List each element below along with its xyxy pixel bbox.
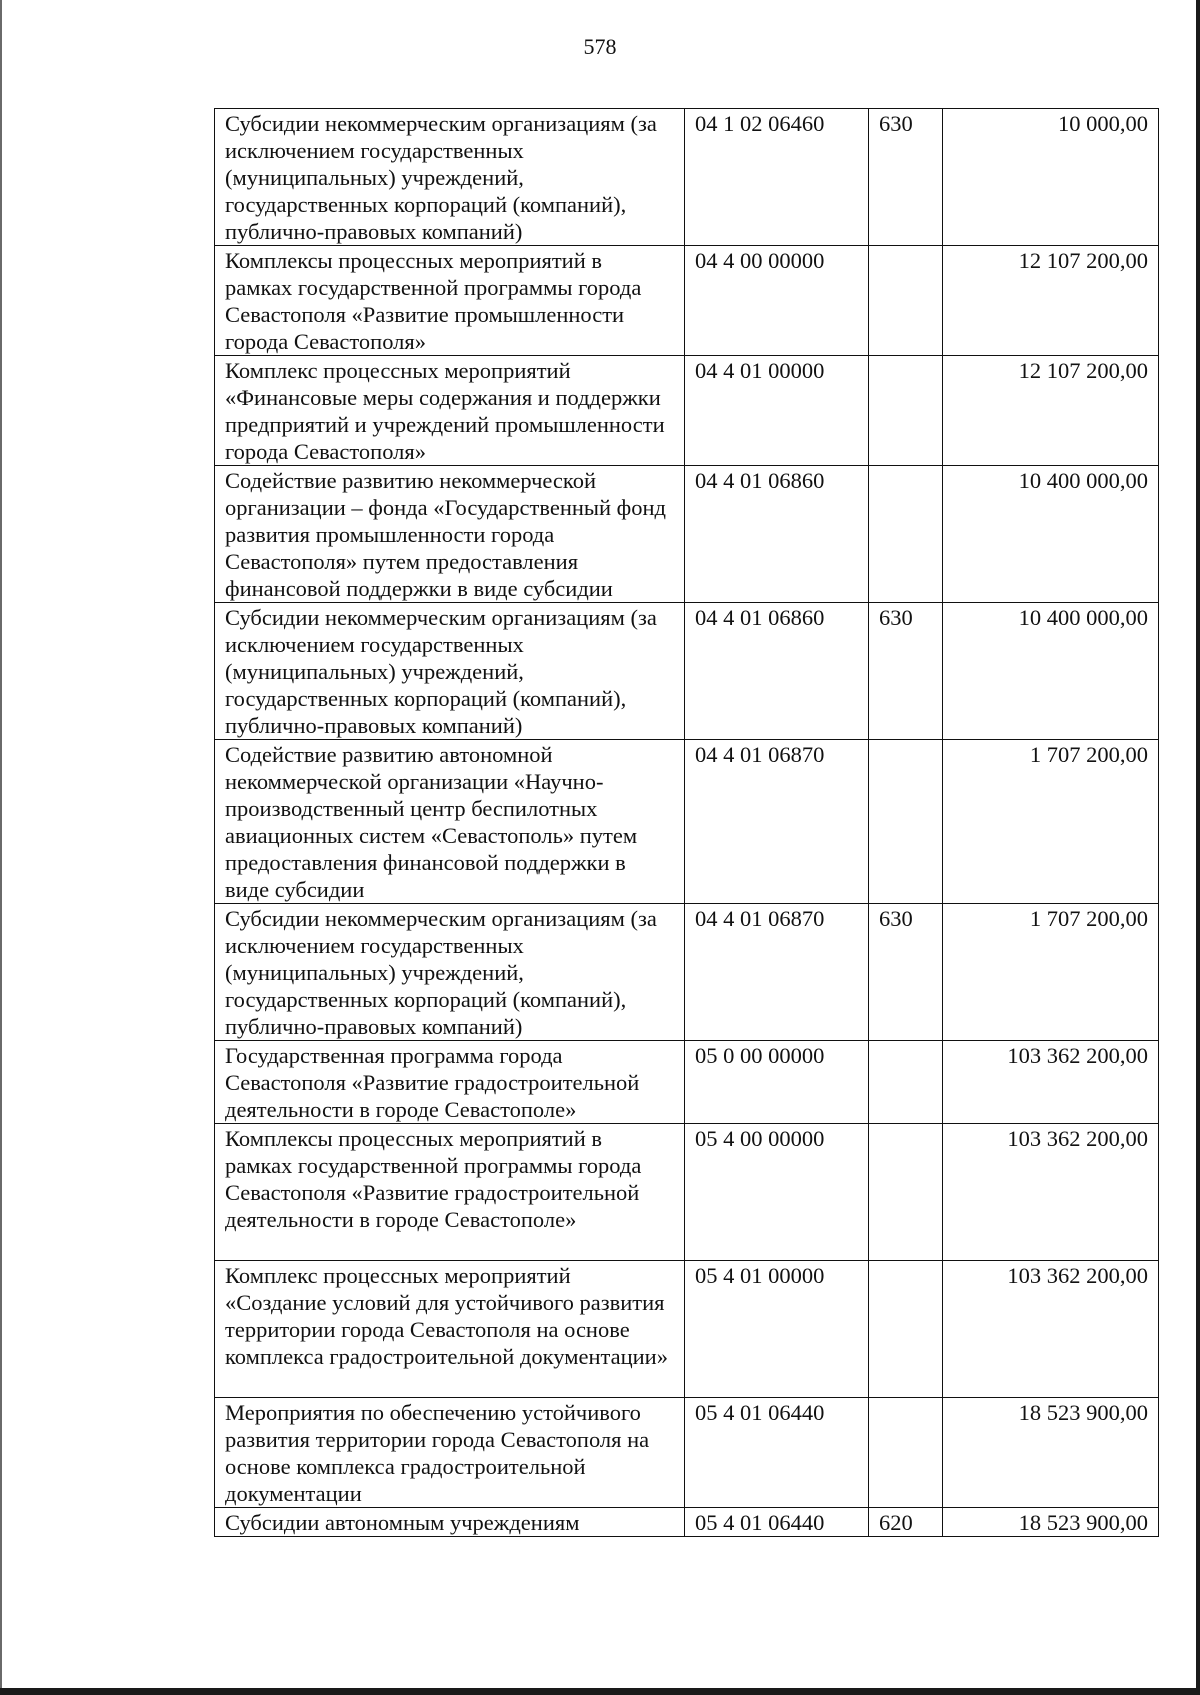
row-code: 04 4 01 06870 (685, 904, 869, 1041)
row-name: Комплекс процессных мероприятий «Финансовые меры содержания и поддержки предприятий и учреждений промышленности города Севастополя» (215, 356, 685, 466)
table-row (215, 603, 1159, 740)
scan-edge-bottom (0, 1688, 1200, 1695)
row-expense-type (869, 740, 943, 904)
row-expense-type: 630 (869, 603, 943, 740)
row-code: 05 4 01 06440 (685, 1398, 869, 1508)
table-row (215, 904, 1159, 1041)
table-row (215, 246, 1159, 356)
scan-edge-right (1196, 0, 1200, 1695)
row-amount: 18 523 900,00 (943, 1398, 1159, 1508)
table-row (215, 1041, 1159, 1124)
row-amount: 1 707 200,00 (943, 740, 1159, 904)
scan-edge-left (0, 0, 2, 1695)
row-expense-type (869, 356, 943, 466)
row-expense-type (869, 466, 943, 603)
row-name: Субсидии некоммерческим организациям (за исключением государственных (муниципальных) учреждений, государственных корпораций (компаний), публично-правовых компаний) (215, 904, 685, 1041)
table-row (215, 1261, 1159, 1398)
row-expense-type (869, 1398, 943, 1508)
row-expense-type (869, 246, 943, 356)
row-expense-type: 630 (869, 109, 943, 246)
table-row (215, 1398, 1159, 1508)
row-code: 04 4 01 06870 (685, 740, 869, 904)
row-name: Субсидии автономным учреждениям (215, 1508, 685, 1537)
row-amount: 12 107 200,00 (943, 356, 1159, 466)
row-name: Комплекс процессных мероприятий «Создание условий для устойчивого развития территории города Севастополя на основе комплекса градостроительной документации» (215, 1261, 685, 1398)
row-code: 05 0 00 00000 (685, 1041, 869, 1124)
table-row (215, 1508, 1159, 1537)
row-name: Мероприятия по обеспечению устойчивого развития территории города Севастополя на основе комплекса градостроительной документации (215, 1398, 685, 1508)
row-code: 05 4 01 00000 (685, 1261, 869, 1398)
row-amount: 103 362 200,00 (943, 1124, 1159, 1261)
table-row (215, 740, 1159, 904)
row-code: 04 4 01 06860 (685, 466, 869, 603)
table-row (215, 356, 1159, 466)
row-amount: 103 362 200,00 (943, 1041, 1159, 1124)
table-row (215, 1124, 1159, 1261)
row-name: Комплексы процессных мероприятий в рамках государственной программы города Севастополя «Развитие градостроительной деятельности в городе Севастополе» (215, 1124, 685, 1261)
row-amount: 1 707 200,00 (943, 904, 1159, 1041)
row-code: 05 4 00 00000 (685, 1124, 869, 1261)
table-row (215, 109, 1159, 246)
row-expense-type: 630 (869, 904, 943, 1041)
row-code: 04 4 00 00000 (685, 246, 869, 356)
row-amount: 10 400 000,00 (943, 603, 1159, 740)
row-code: 04 1 02 06460 (685, 109, 869, 246)
row-code: 05 4 01 06440 (685, 1508, 869, 1537)
row-code: 04 4 01 06860 (685, 603, 869, 740)
row-code: 04 4 01 00000 (685, 356, 869, 466)
row-name: Субсидии некоммерческим организациям (за исключением государственных (муниципальных) учреждений, государственных корпораций (компаний), публично-правовых компаний) (215, 109, 685, 246)
row-name: Государственная программа города Севастополя «Развитие градостроительной деятельности в городе Севастополе» (215, 1041, 685, 1124)
row-amount: 10 000,00 (943, 109, 1159, 246)
row-amount: 12 107 200,00 (943, 246, 1159, 356)
row-name: Субсидии некоммерческим организациям (за исключением государственных (муниципальных) учреждений, государственных корпораций (компаний), публично-правовых компаний) (215, 603, 685, 740)
row-amount: 103 362 200,00 (943, 1261, 1159, 1398)
row-expense-type (869, 1041, 943, 1124)
table-row (215, 466, 1159, 603)
row-expense-type (869, 1261, 943, 1398)
row-name: Комплексы процессных мероприятий в рамках государственной программы города Севастополя «Развитие промышленности города Севастополя» (215, 246, 685, 356)
row-expense-type: 620 (869, 1508, 943, 1537)
page-number: 578 (583, 34, 617, 59)
row-expense-type (869, 1124, 943, 1261)
row-name: Содействие развитию некоммерческой организации – фонда «Государственный фонд развития промышленности города Севастополя» путем предоставления финансовой поддержки в виде субсидии (215, 466, 685, 603)
row-amount: 18 523 900,00 (943, 1508, 1159, 1537)
row-amount: 10 400 000,00 (943, 466, 1159, 603)
budget-table (214, 108, 1159, 1537)
row-name: Содействие развитию автономной некоммерческой организации «Научно-производственный центр беспилотных авиационных систем «Севастополь» путем предоставления финансовой поддержки в виде субсидии (215, 740, 685, 904)
